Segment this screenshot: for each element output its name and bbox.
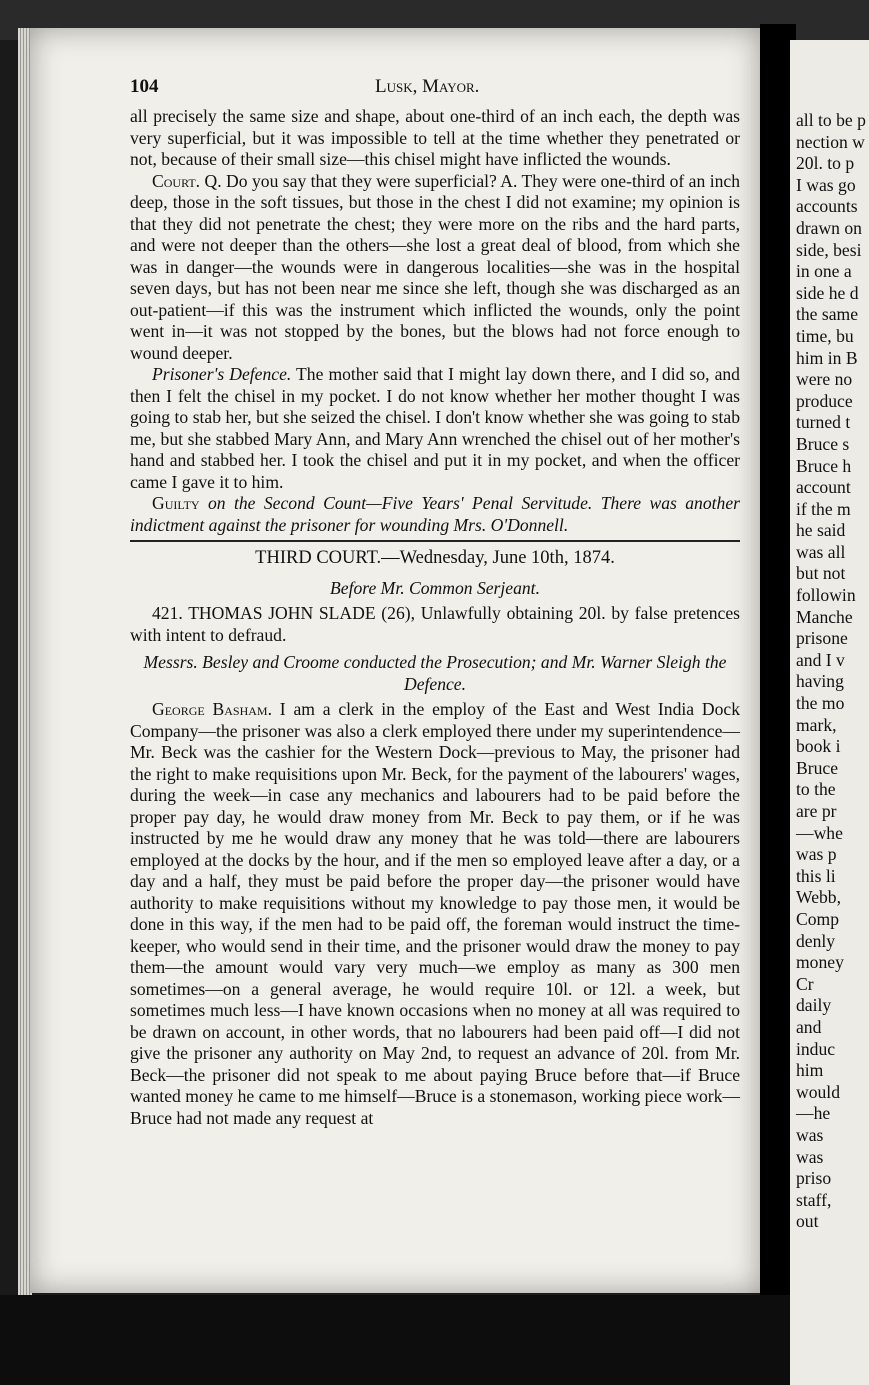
paragraph-text: Q. Do you say that they were superficial? A. They were one-third of an inch deep, those in the soft tissues, but those in the chest I did not examine; my opinion is that they did not penetrate the chest; they were more on the ribs and the hard parts, and were not deeper than the others—she lost a great deal of blood, from which she was in danger—the wounds were in dangerous localities—she was in the hospital seven days, but has not been near me since she left, though she was discharged as an out-patient—if this was the instrument which inflicted the wounds, only the point went in—it was not stopped by the bones, but the blows had not force enough to wound deeper. [130, 170, 740, 363]
before-text: Before Mr. Common Serjeant. [330, 577, 540, 598]
right-page-line: out [796, 1211, 819, 1232]
right-page-line: all to be p [796, 110, 866, 130]
speaker-label: Court. [152, 170, 201, 191]
right-page-line: having [796, 671, 844, 692]
right-page [790, 40, 869, 1385]
right-page-line: I was go [796, 174, 856, 195]
counsel-line [130, 652, 740, 695]
right-page-text [796, 110, 866, 1233]
section-rule [130, 540, 740, 542]
right-page-line: —he [796, 1103, 831, 1124]
right-page-line: Bruce s [796, 433, 850, 454]
right-page-line: nection w [796, 131, 865, 152]
witness-name: George Basham. [152, 699, 272, 719]
right-page-line: in one a [796, 261, 852, 282]
right-page-line: prisone [796, 628, 848, 649]
right-page-line: was [796, 1124, 824, 1145]
right-page-line: induc [796, 1038, 836, 1059]
right-page-line: was [796, 1146, 824, 1167]
court-title: THIRD COURT.—Wednesday, June 10th, 1874. [255, 548, 615, 568]
defence-label: Prisoner's Defence. [152, 364, 292, 384]
right-page-line: —whe [796, 822, 843, 843]
right-page-line: book i [796, 736, 841, 757]
right-page-line: 20l. to p [796, 153, 855, 174]
right-page-line: Manche [796, 606, 853, 627]
right-page-line: are pr [796, 801, 837, 821]
right-page-line: and [796, 1016, 822, 1037]
right-page-line: Webb, [796, 887, 841, 908]
verdict-label: Guilty [152, 493, 200, 513]
paragraph-text: The mother said that I might lay down there, and I did so, and then I felt the chisel in my pocket. I do not know whether her mother thought I was going to stab her, but she seized the chisel. I don't know whether she was going to stab me, but she stabbed Mary Ann, and Mary Ann wrenched the chisel out of her mother's hand and stabbed her. I took the chisel and put it in my pocket, and when the officer came I gave it to him. [130, 364, 740, 492]
right-page-line: staff, [796, 1189, 832, 1210]
right-page-line: but not [796, 563, 846, 584]
right-page-line: account [796, 477, 851, 498]
right-page-line: drawn on [796, 217, 862, 238]
witness-testimony [130, 699, 740, 1129]
paragraph-continuation: all precisely the same size and shape, about one-third of an inch each, the depth was very superficial, but it was impossible to tell at the time whether they penetrated or not, because of their small size—this chisel might have inflicted the wounds. [130, 106, 740, 169]
right-page-line: and I v [796, 649, 845, 670]
verdict-text: on the Second Count—Five Years' Penal Servitude. There was another indictment against the prisoner for wounding Mrs. O'Donnell. [130, 493, 740, 535]
right-page-line: Bruce h [796, 455, 852, 476]
right-page-line: Cr [796, 973, 814, 994]
right-page-line: Comp [796, 908, 840, 929]
right-page-line: Bruce [796, 757, 839, 778]
right-page-line: would [796, 1081, 840, 1102]
right-page-line: were no [796, 369, 853, 390]
right-page-line: to the [796, 779, 836, 800]
page-header [130, 70, 740, 106]
right-page-line: denly [796, 930, 836, 951]
right-page-line: priso [796, 1168, 832, 1189]
right-page-line: money [796, 952, 844, 973]
right-page-line: was all [796, 541, 846, 562]
right-page-line: side he d [796, 282, 859, 303]
right-page-line: him [796, 1060, 824, 1081]
right-page-line: produce [796, 390, 853, 411]
right-page-line: if the m [796, 498, 851, 519]
right-page-line: he said [796, 520, 846, 541]
running-title: Lusk, Mayor. [375, 76, 480, 97]
right-page-line: the mo [796, 693, 845, 714]
right-page-line: this li [796, 865, 836, 886]
right-page-line: him in B [796, 347, 858, 368]
prisoner-defence-paragraph [130, 364, 740, 493]
page-content [130, 70, 740, 1129]
right-page-line: accounts [796, 196, 858, 217]
counsel-text: Messrs. Besley and Croome conducted the Prosecution; and Mr. Warner Sleigh the Defence. [143, 652, 727, 694]
right-page-line: the same [796, 304, 859, 325]
right-page-line: side, besi [796, 239, 862, 260]
page-number: 104 [130, 76, 159, 97]
right-page-line: time, bu [796, 325, 854, 346]
right-page-line: turned t [796, 412, 851, 433]
case-heading: 421. THOMAS JOHN SLADE (26), Unlawfully obtaining 20l. by false pretences with intent to defraud. [130, 603, 740, 645]
scan-background-bottom [0, 1295, 790, 1385]
right-page-line: daily [796, 995, 832, 1016]
before-line [130, 578, 740, 600]
court-question-paragraph [130, 171, 740, 365]
testimony-text: I am a clerk in the employ of the East and West India Dock Company—the prisoner was also a clerk employed there under my superintendence—Mr. Beck was the cashier for the Western Dock—previous to May, the prisoner had the right to make requisitions upon Mr. Beck, for the payment of the labourers' wages, during the week—in case any mechanics and labourers had to be paid before the proper pay day, he would draw money from Mr. Beck to pay them, or if he was instructed by me he would draw any money that he was told—there are labourers employed at the docks by the hour, and if the men so employed leave after a day, or a day and a half, they must be paid before the proper day—the prisoner would have authority to make requisitions without my knowledge to pay those men, it would be done in this way, if the men had to be paid off, the foreman would instruct the time-keeper, who would send in their time, and the prisoner would draw the money to pay them—the amount would vary very much—we employ as many as 300 men sometimes—on a general average, he would require 10l. or 12l. a week, but sometimes much less—I have known occasions when no money at all was required to be drawn on account, in other words, that no labourers had been paid off—I did not give the prisoner any authority on May 2nd, to request an advance of 20l. from Mr. Beck—the prisoner did not speak to me about paying Bruce before that—if Bruce wanted money he came to me himself—Bruce is a stonemason, working piece work—Bruce had not made any request at [130, 699, 740, 1128]
right-page-line: mark, [796, 714, 837, 735]
right-page-line: followin [796, 585, 856, 606]
right-page-line: was p [796, 844, 837, 865]
verdict-paragraph [130, 493, 740, 536]
